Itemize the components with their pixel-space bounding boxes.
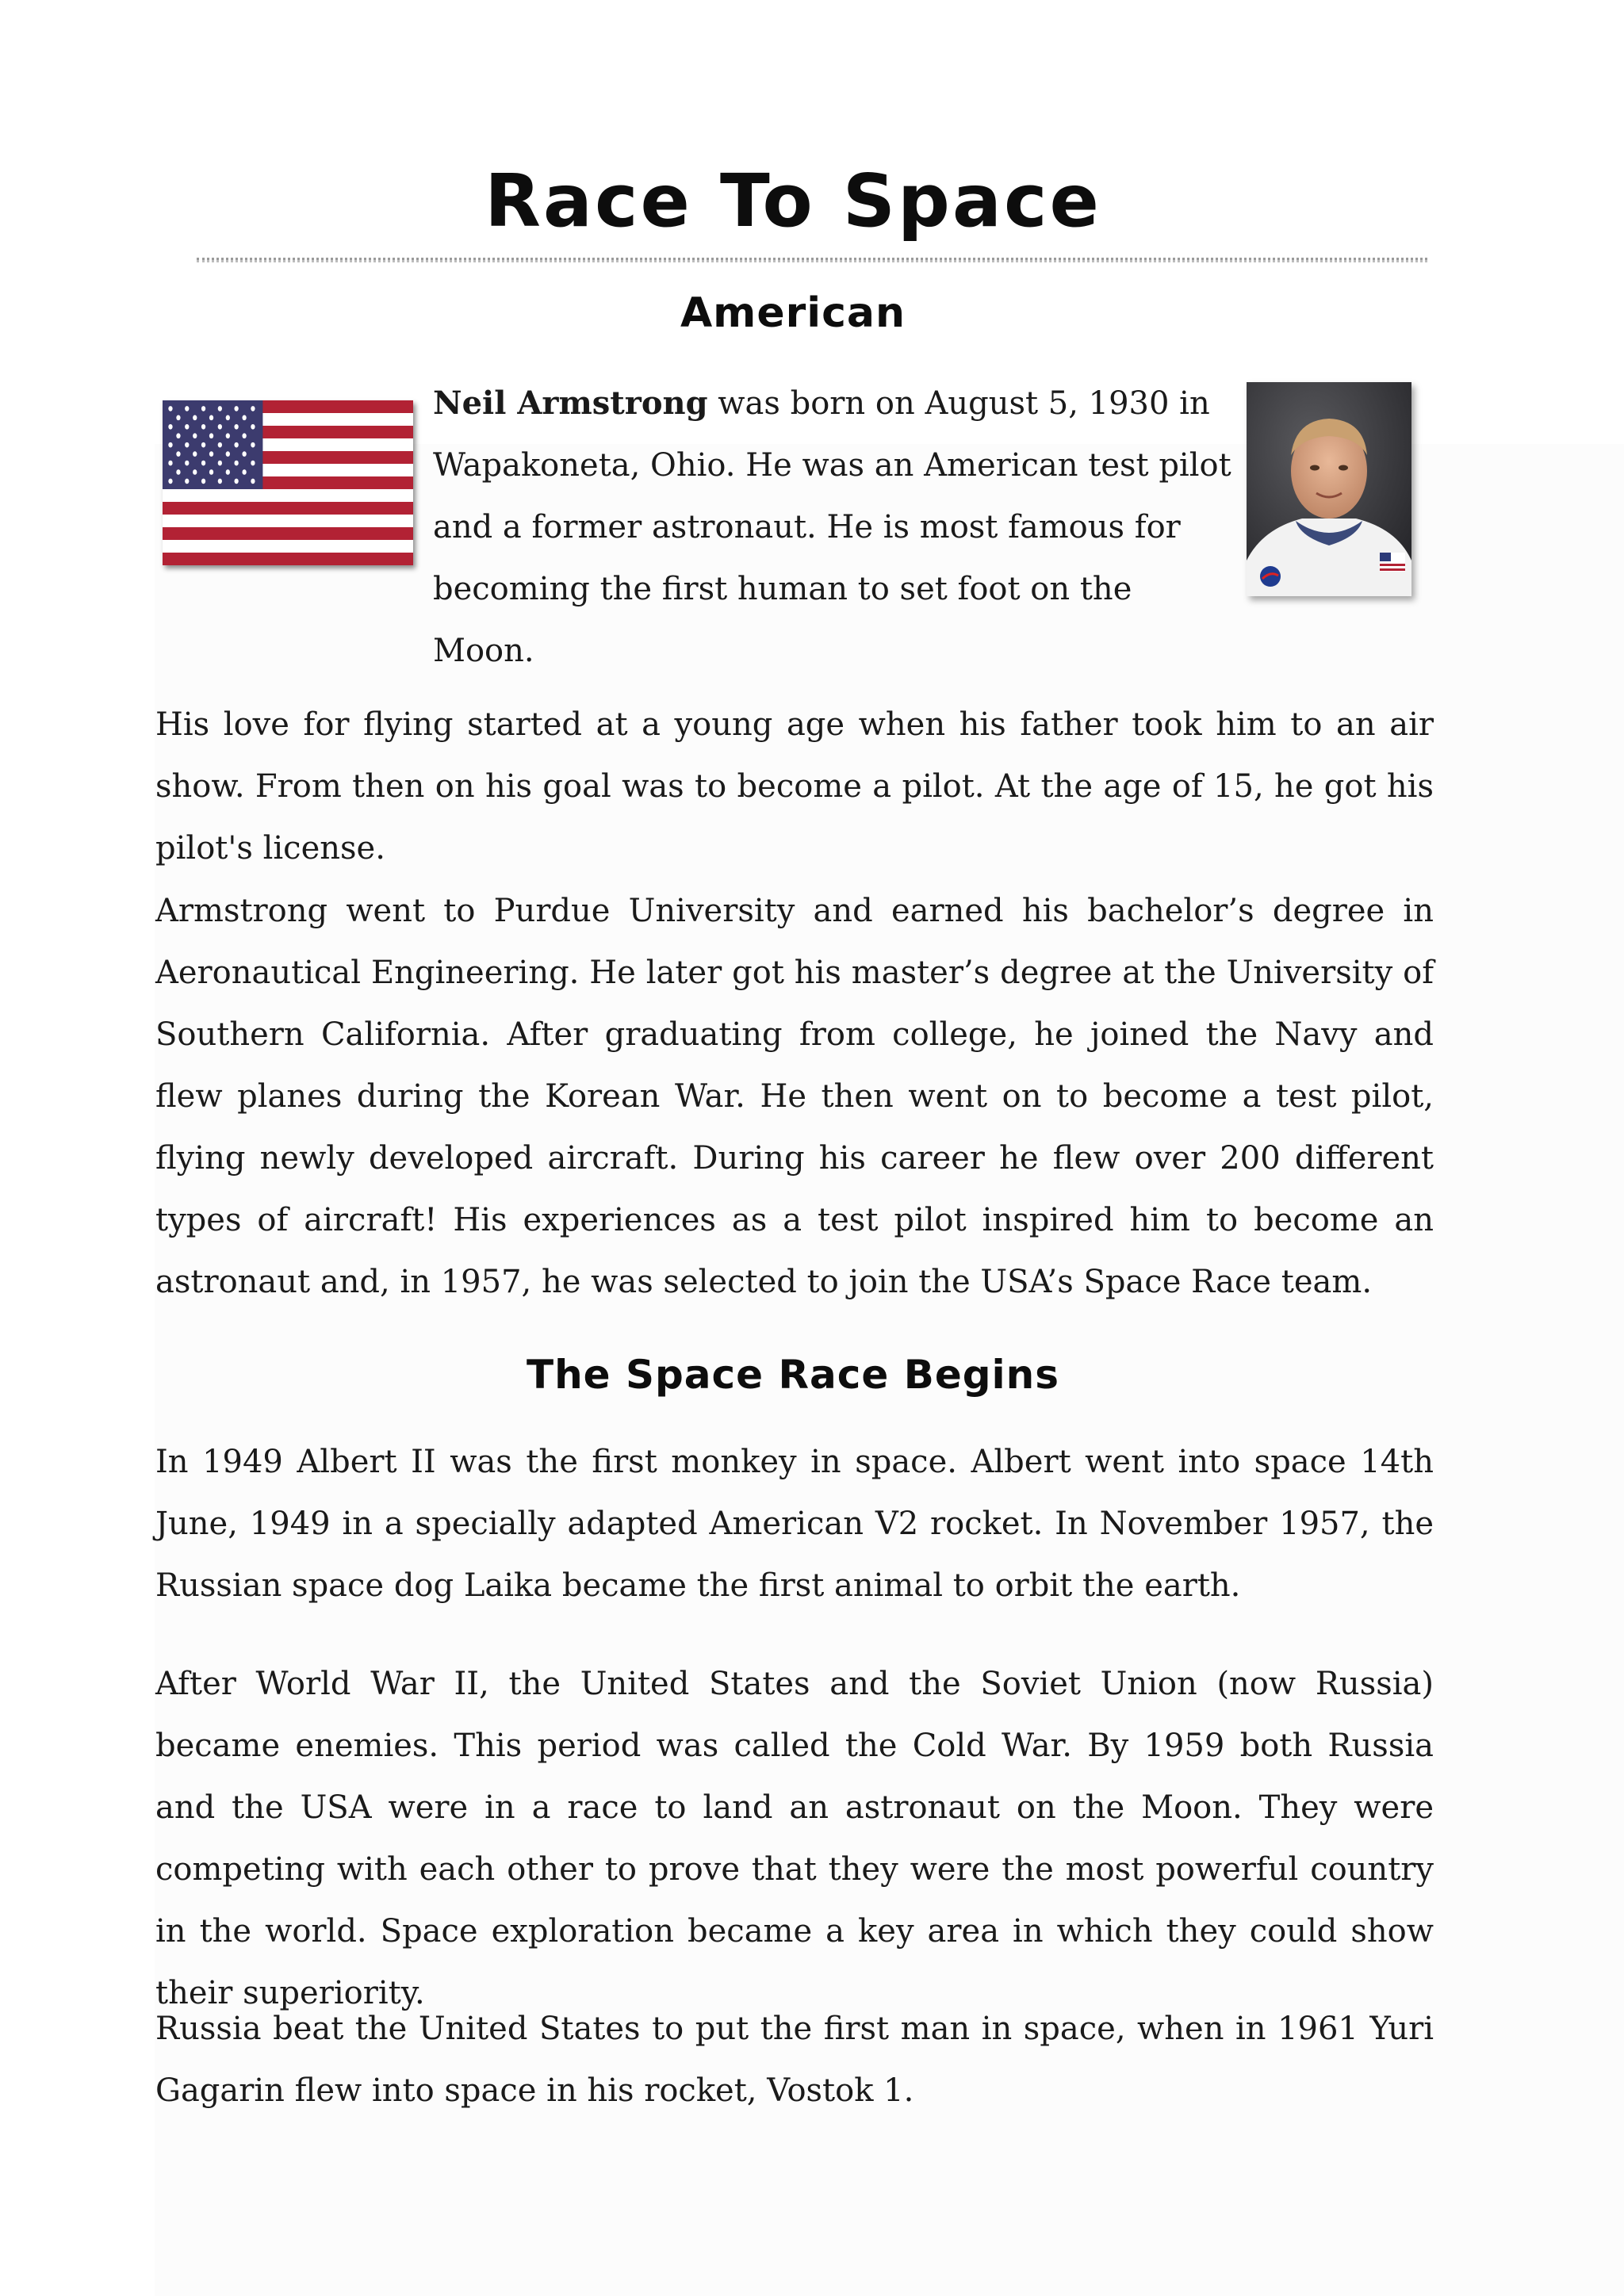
paragraph-cold-war: After World War II, the United States and the Soviet Union (now Russia) became enemies. This period was called the Cold War. By 1959 both Russia and the USA were in a race to land an astronaut on the Moon. They were competing with each other to prove that they were the most powerful country in the world. Space exploration became a key area in which they could show their superiority. bbox=[155, 1666, 1434, 2011]
paragraph-animals-in-space: In 1949 Albert II was the first monkey in space. Albert went into space 14th June, 1949 in a specially adapted American V2 rocket. In November 1957, the Russian space dog Laika became the first animal to orbit the earth. bbox=[155, 1444, 1434, 1604]
section-heading: The Space Race Begins bbox=[526, 1352, 1060, 1398]
intro-paragraph bbox=[433, 373, 1242, 682]
title-divider bbox=[197, 258, 1427, 262]
astronaut-portrait-image bbox=[1247, 382, 1411, 596]
intro-name: Neil Armstrong bbox=[433, 385, 708, 422]
intro-text: was born on August 5, 1930 in Wapakoneta, Ohio. He was an American test pilot and a former astronaut. He is most famous for becoming the first human to set foot on the Moon. bbox=[433, 385, 1231, 669]
subtitle-heading: American bbox=[680, 289, 906, 337]
paragraph-education: Armstrong went to Purdue University and earned his bachelor’s degree in Aeronautical Engineering. He later got his master’s degree at the University of Southern California. After graduating from college, he joined the Navy and flew planes during the Korean War. He then went on to become a test pilot, flying newly developed aircraft. During his career he flew over 200 different types of aircraft! His experiences as a test pilot inspired him to become an astronaut and, in 1957, he was selected to join the USA’s Space Race team. bbox=[155, 893, 1434, 1300]
page-title: Race To Space bbox=[485, 159, 1101, 243]
paragraph-early-life: His love for flying started at a young age when his father took him to an air show. From then on his goal was to become a pilot. At the age of 15, he got his pilot's license. bbox=[155, 706, 1434, 867]
us-flag-image bbox=[163, 400, 413, 565]
paragraph-first-man-in-space: Russia beat the United States to put the first man in space, when in 1961 Yuri Gagarin flew into space in his rocket, Vostok 1. bbox=[155, 2011, 1434, 2109]
